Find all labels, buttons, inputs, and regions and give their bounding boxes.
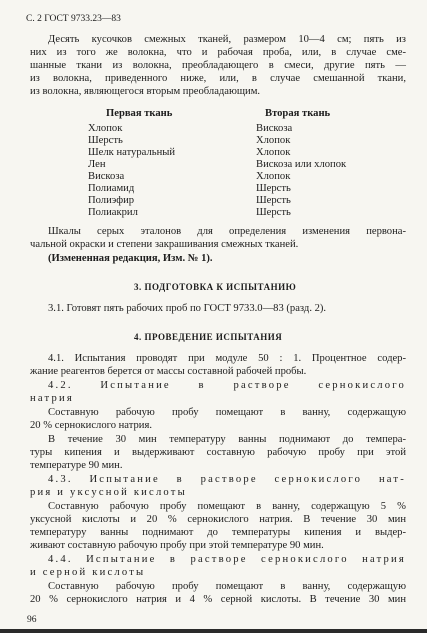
table-cell-second: Хлопок xyxy=(256,171,291,182)
clause-4-4-title: и серной кислоты xyxy=(30,567,146,578)
table-cell-second: Вискоза или хлопок xyxy=(256,159,347,170)
clause-4-2-text: температуре 90 мин. xyxy=(30,460,123,471)
table-cell-first: Лен xyxy=(88,159,106,170)
clause-4-2-text: Составную рабочую пробу помещают в ванну, содержащую xyxy=(48,407,406,418)
clause-4-3-text: температуру ванны поднимают до температуры кипения и выдер- xyxy=(30,527,406,538)
table-cell-second: Хлопок xyxy=(256,135,291,146)
clause-4-4-text: 20 % сернокислого натрия и 4 % серной кислоты. В течение 30 мин xyxy=(30,594,406,605)
scales-line: чальной окраски и степени закрашивания смежных тканей. xyxy=(30,239,299,250)
intro-line: Десять кусочков смежных тканей, размером 10—4 см; пять из xyxy=(48,34,406,45)
clause-4-4-text: Составную рабочую пробу помещают в ванну, содержащую xyxy=(48,581,406,592)
page-number: 96 xyxy=(27,615,37,625)
table-cell-second: Хлопок xyxy=(256,147,291,158)
table-col2-header: Вторая ткань xyxy=(265,108,331,119)
clause-4-3-title: рия и уксусной кислоты xyxy=(30,487,187,498)
table-cell-first: Шелк натуральный xyxy=(88,147,176,158)
table-cell-second: Шерсть xyxy=(256,195,291,206)
clause-4-2-title: 4.2. Испытание в растворе сернокислого xyxy=(48,380,406,391)
clause-4-3-text: живают составную рабочую пробу при этой температуре 90 мин. xyxy=(30,540,324,551)
scales-line: Шкалы серых эталонов для определения изменения первона- xyxy=(48,226,406,237)
clause-4-2-title: натрия xyxy=(30,393,74,404)
clause-4-2-text: туры кипения и выдерживают составную рабочую пробу при этой xyxy=(30,447,406,458)
page-edge xyxy=(0,629,427,633)
section-4-title: 4. ПРОВЕДЕНИЕ ИСПЫТАНИЯ xyxy=(134,332,283,342)
intro-line: из волокна, приведенного ниже, или, в случае смешанной ткани, xyxy=(30,73,406,84)
table-cell-second: Шерсть xyxy=(256,183,291,194)
clause-4-1-line: 4.1. Испытания проводят при модуле 50 : 1. Процентное содер- xyxy=(48,353,406,364)
clause-4-1-line: жание реагентов берется от массы составной рабочей пробы. xyxy=(30,366,307,377)
table-cell-second: Шерсть xyxy=(256,207,291,218)
intro-line: шанные ткани из волокна, преобладающего в смеси, другие пять — xyxy=(30,60,406,71)
intro-line: них из того же волокна, что и рабочая проба, или, в случае сме- xyxy=(30,47,406,58)
table-col1-header: Первая ткань xyxy=(106,108,173,119)
table-cell-first: Полиакрил xyxy=(88,207,138,218)
clause-4-2-text: В течение 30 мин температуру ванны поднимают до темпера- xyxy=(48,434,406,445)
table-cell-first: Полиэфир xyxy=(88,195,135,206)
intro-line: из волокна, являющегося вторым преобладающим. xyxy=(30,86,261,97)
page-header: С. 2 ГОСТ 9733.23—83 xyxy=(26,14,121,24)
table-cell-first: Вискоза xyxy=(88,171,125,182)
table-cell-first: Полиамид xyxy=(88,183,135,194)
table-cell-first: Шерсть xyxy=(88,135,123,146)
clause-4-2-text: 20 % сернокислого натрия. xyxy=(30,420,152,431)
clause-3-1: 3.1. Готовят пять рабочих проб по ГОСТ 9733.0—83 (разд. 2). xyxy=(48,303,327,314)
clause-4-3-text: Составную рабочую пробу помещают в ванну, содержащую 5 % xyxy=(48,501,406,512)
clause-4-3-title: 4.3. Испытание в растворе сернокислого нат- xyxy=(48,474,406,485)
clause-4-4-title: 4.4. Испытание в растворе сернокислого натрия xyxy=(48,554,406,565)
table-cell-first: Хлопок xyxy=(88,123,123,134)
section-3-title: 3. ПОДГОТОВКА К ИСПЫТАНИЮ xyxy=(134,282,297,292)
clause-4-3-text: уксусной кислоты и 20 % сернокислого натрия. В течение 30 мин xyxy=(30,514,406,525)
amendment-note: (Измененная редакция, Изм. № 1). xyxy=(48,253,213,264)
table-cell-second: Вискоза xyxy=(256,123,293,134)
